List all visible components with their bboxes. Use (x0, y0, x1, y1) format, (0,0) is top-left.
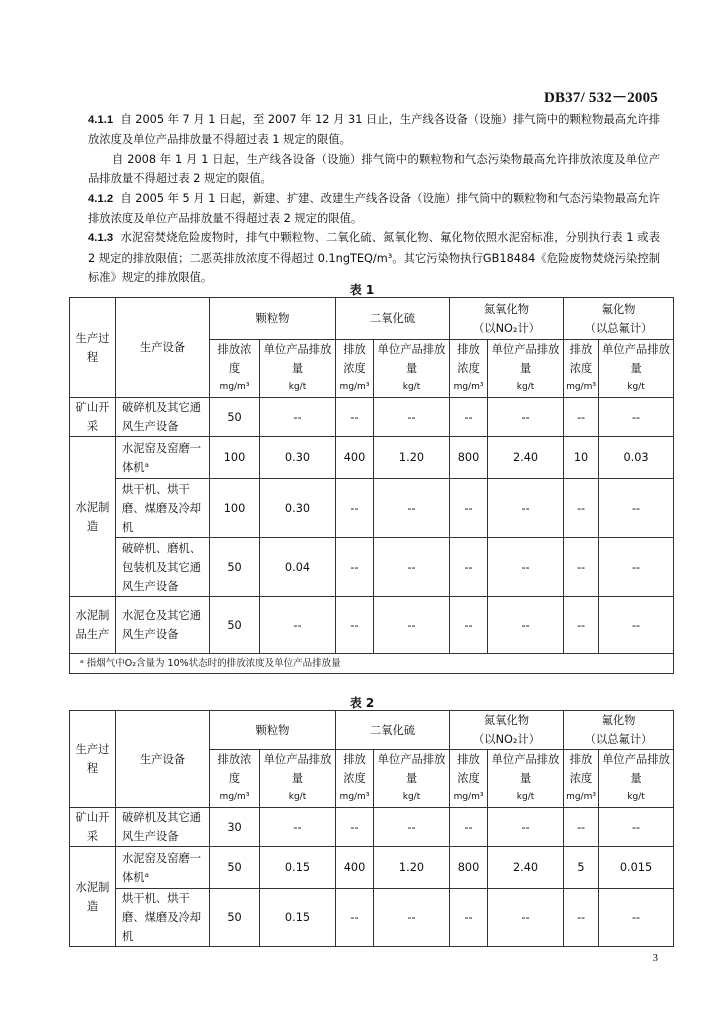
header-process: 生产过程 (70, 711, 116, 808)
value-cell: 100 (210, 479, 260, 538)
process-cell: 水泥制造 (70, 847, 116, 947)
value-cell: -- (450, 889, 488, 947)
paragraph-4-1-2 (88, 189, 660, 229)
header-pollutant-so2: 二氧化硫 (336, 298, 450, 340)
equipment-cell: 破碎机、磨机、包装机及其它通风生产设备 (116, 538, 210, 597)
pollutant-note: （以NO₂计） (472, 321, 541, 335)
value-cell: -- (450, 808, 488, 847)
section-number: 4.1.1 (88, 114, 114, 126)
value-cell: -- (336, 597, 374, 654)
header-equipment: 生产设备 (116, 711, 210, 808)
header-pollutant-pm: 颗粒物 (210, 298, 336, 340)
conc-label: 排放浓度 (457, 343, 480, 375)
pollutant-name: 氮氧化物 (483, 714, 530, 727)
value-cell: -- (564, 479, 599, 538)
value-cell: 50 (210, 398, 260, 437)
prod-unit: kg/t (288, 382, 307, 392)
unit-prod-label: 单位产品排放量 (602, 343, 670, 375)
table-row (70, 437, 674, 479)
conc-unit: mg/m³ (453, 382, 484, 392)
header-pollutant-nox (450, 298, 564, 340)
conc-unit: mg/m³ (219, 382, 250, 392)
value-cell: -- (374, 808, 450, 847)
value-cell: 50 (210, 847, 260, 889)
value-cell: 0.03 (599, 437, 674, 479)
table-row (70, 808, 674, 847)
value-cell: -- (599, 808, 674, 847)
value-cell: -- (374, 889, 450, 947)
header-pollutant-so2: 二氧化硫 (336, 711, 450, 750)
value-cell: 50 (210, 538, 260, 597)
value-cell: 5 (564, 847, 599, 889)
table2-header-row1 (70, 711, 674, 750)
paragraph-2008: 自 2008 年 1 月 1 日起，生产线各设备（设施）排气筒中的颗粒物和气态污染物最高允许排放浓度及单位产品排放量不得超过表 2 规定的限值。 (88, 152, 660, 186)
value-cell: -- (488, 398, 564, 437)
value-cell: 800 (450, 847, 488, 889)
value-cell: 400 (336, 437, 374, 479)
paragraph-4-1-1 (88, 110, 660, 150)
value-cell: -- (599, 538, 674, 597)
value-cell: 0.04 (260, 538, 336, 597)
value-cell: -- (488, 808, 564, 847)
header-conc (336, 750, 374, 808)
header-pollutant-pm: 颗粒物 (210, 711, 336, 750)
standard-code: DB37/ 532－2005 (543, 90, 658, 106)
table2-caption: 表 2 (349, 696, 375, 710)
value-cell: -- (488, 889, 564, 947)
pollutant-name: 氮氧化物 (483, 302, 530, 316)
header-unit-prod (599, 750, 674, 808)
header-unit-prod (599, 340, 674, 398)
header-unit-prod (374, 750, 450, 808)
value-cell: 0.15 (260, 889, 336, 947)
table2 (69, 710, 674, 947)
table1-footnote: ᵃ 指烟气中O₂含量为 10%状态时的排放浓度及单位产品排放量 (70, 654, 674, 674)
conc-unit: mg/m³ (453, 792, 484, 802)
header-unit-prod (488, 340, 564, 398)
header-unit-prod (374, 340, 450, 398)
table1-caption: 表 1 (349, 283, 375, 297)
value-cell: 100 (210, 437, 260, 479)
table-row (70, 479, 674, 538)
header-conc (210, 340, 260, 398)
value-cell: 1.20 (374, 847, 450, 889)
conc-unit: mg/m³ (566, 382, 596, 392)
value-cell: -- (599, 889, 674, 947)
conc-unit: mg/m³ (566, 792, 596, 802)
prod-unit: kg/t (627, 382, 645, 392)
conc-unit: mg/m³ (219, 792, 250, 802)
conc-label: 排放浓度 (343, 343, 366, 375)
prod-unit: kg/t (516, 792, 535, 802)
unit-prod-label: 单位产品排放量 (491, 343, 560, 375)
prod-unit: kg/t (402, 792, 421, 802)
table1 (69, 297, 674, 674)
header-conc (336, 340, 374, 398)
table-row (70, 597, 674, 654)
header-unit-prod (260, 340, 336, 398)
value-cell: -- (599, 398, 674, 437)
conc-unit: mg/m³ (339, 382, 370, 392)
value-cell: 2.40 (488, 847, 564, 889)
value-cell: -- (336, 808, 374, 847)
header-conc (564, 750, 599, 808)
value-cell: -- (599, 597, 674, 654)
table1-footnote-row (70, 654, 674, 674)
value-cell: -- (450, 597, 488, 654)
value-cell: -- (564, 538, 599, 597)
equipment-cell: 破碎机及其它通风生产设备 (116, 808, 210, 847)
equipment-cell: 水泥窑及窑磨一体机ᵃ (116, 437, 210, 479)
value-cell: -- (450, 479, 488, 538)
value-cell: -- (336, 479, 374, 538)
unit-prod-label: 单位产品排放量 (491, 753, 560, 785)
paragraph-text: 自 2005 年 5 月 1 日起，新建、扩建、改建生产线各设备（设施）排气筒中的颗粒物和气态污染物最高允许排放浓度及单位产品排放量不得超过表 2 规定的限值。 (88, 191, 660, 226)
pollutant-note: （以NO₂计） (472, 733, 541, 746)
body-text (88, 110, 660, 288)
equipment-cell: 烘干机、烘干磨、煤磨及冷却机 (116, 479, 210, 538)
prod-unit: kg/t (288, 792, 307, 802)
prod-unit: kg/t (402, 382, 421, 392)
process-cell: 水泥制造 (70, 437, 116, 597)
unit-prod-label: 单位产品排放量 (263, 753, 332, 785)
conc-label: 排放浓度 (569, 343, 593, 375)
section-number: 4.1.3 (88, 232, 114, 245)
header-unit-prod (488, 750, 564, 808)
value-cell: 0.015 (599, 847, 674, 889)
equipment-cell: 破碎机及其它通风生产设备 (116, 398, 210, 437)
conc-label: 排放浓度 (217, 753, 252, 785)
prod-unit: kg/t (516, 382, 535, 392)
value-cell: -- (336, 538, 374, 597)
paragraph-text: 自 2005 年 7 月 1 日起，至 2007 年 12 月 31 日止，生产线各设备（设施）排气筒中的颗粒物最高允许排放浓度及单位产品排放量不得超过表 1 规定的限值。 (88, 113, 660, 147)
table-row (70, 538, 674, 597)
conc-label: 排放浓度 (457, 753, 480, 785)
value-cell: -- (336, 398, 374, 437)
pollutant-name: 氟化物 (601, 302, 636, 316)
value-cell: -- (564, 597, 599, 654)
value-cell: -- (374, 398, 450, 437)
process-cell: 矿山开采 (70, 808, 116, 847)
value-cell: 0.30 (260, 479, 336, 538)
page-number: 3 (652, 952, 658, 964)
equipment-cell: 水泥仓及其它通风生产设备 (116, 597, 210, 654)
header-equipment: 生产设备 (116, 298, 210, 398)
process-cell: 水泥制品生产 (70, 597, 116, 654)
value-cell: 800 (450, 437, 488, 479)
paragraph-text: 水泥窑焚烧危险废物时，排气中颗粒物、二氧化硫、氮氧化物、氟化物依照水泥窑标准，分别执行表 1 或表 2 规定的排放限值；二恶英排放浓度不得超过 0.1ngTEQ/m³。其它污染物执行GB18484《危险废物焚烧污染控制标准》规定的排放限值。 (88, 231, 661, 285)
header-conc (450, 750, 488, 808)
prod-unit: kg/t (627, 792, 645, 802)
unit-prod-label: 单位产品排放量 (377, 343, 446, 375)
value-cell: -- (599, 479, 674, 538)
unit-prod-label: 单位产品排放量 (602, 753, 670, 785)
value-cell: 10 (564, 437, 599, 479)
pollutant-note: （以总氟计） (584, 733, 653, 746)
value-cell: -- (374, 597, 450, 654)
value-cell: -- (374, 479, 450, 538)
table-row (70, 889, 674, 947)
conc-label: 排放浓度 (569, 753, 593, 785)
pollutant-name: 氟化物 (601, 714, 636, 727)
value-cell: 400 (336, 847, 374, 889)
value-cell: 2.40 (488, 437, 564, 479)
table-row (70, 398, 674, 437)
header-process: 生产过程 (70, 298, 116, 398)
value-cell: -- (488, 597, 564, 654)
value-cell: -- (450, 398, 488, 437)
header-conc (450, 340, 488, 398)
header-pollutant-fluoride (564, 298, 674, 340)
unit-prod-label: 单位产品排放量 (263, 343, 332, 375)
value-cell: 30 (210, 808, 260, 847)
value-cell: 0.15 (260, 847, 336, 889)
value-cell: -- (260, 398, 336, 437)
header-conc (210, 750, 260, 808)
paragraph-4-1-3 (88, 228, 660, 287)
value-cell: -- (564, 808, 599, 847)
value-cell: 0.30 (260, 437, 336, 479)
value-cell: -- (260, 597, 336, 654)
header-pollutant-fluoride (564, 711, 674, 750)
conc-label: 排放浓度 (217, 343, 252, 375)
process-cell: 矿山开采 (70, 398, 116, 437)
equipment-cell: 水泥窑及窑磨一体机ᵃ (116, 847, 210, 889)
value-cell: 50 (210, 889, 260, 947)
header-conc (564, 340, 599, 398)
value-cell: -- (564, 889, 599, 947)
conc-unit: mg/m³ (339, 792, 370, 802)
value-cell: -- (374, 538, 450, 597)
value-cell: -- (564, 398, 599, 437)
header-pollutant-nox (450, 711, 564, 750)
table1-header-row1 (70, 298, 674, 340)
unit-prod-label: 单位产品排放量 (377, 753, 446, 785)
header-unit-prod (260, 750, 336, 808)
equipment-cell: 烘干机、烘干磨、煤磨及冷却机 (116, 889, 210, 947)
pollutant-note: （以总氟计） (584, 321, 653, 335)
value-cell: 1.20 (374, 437, 450, 479)
conc-label: 排放浓度 (343, 753, 366, 785)
value-cell: -- (488, 479, 564, 538)
value-cell: 50 (210, 597, 260, 654)
table-row (70, 847, 674, 889)
value-cell: -- (488, 538, 564, 597)
section-number: 4.1.2 (88, 192, 114, 205)
value-cell: -- (450, 538, 488, 597)
value-cell: -- (336, 889, 374, 947)
value-cell: -- (260, 808, 336, 847)
